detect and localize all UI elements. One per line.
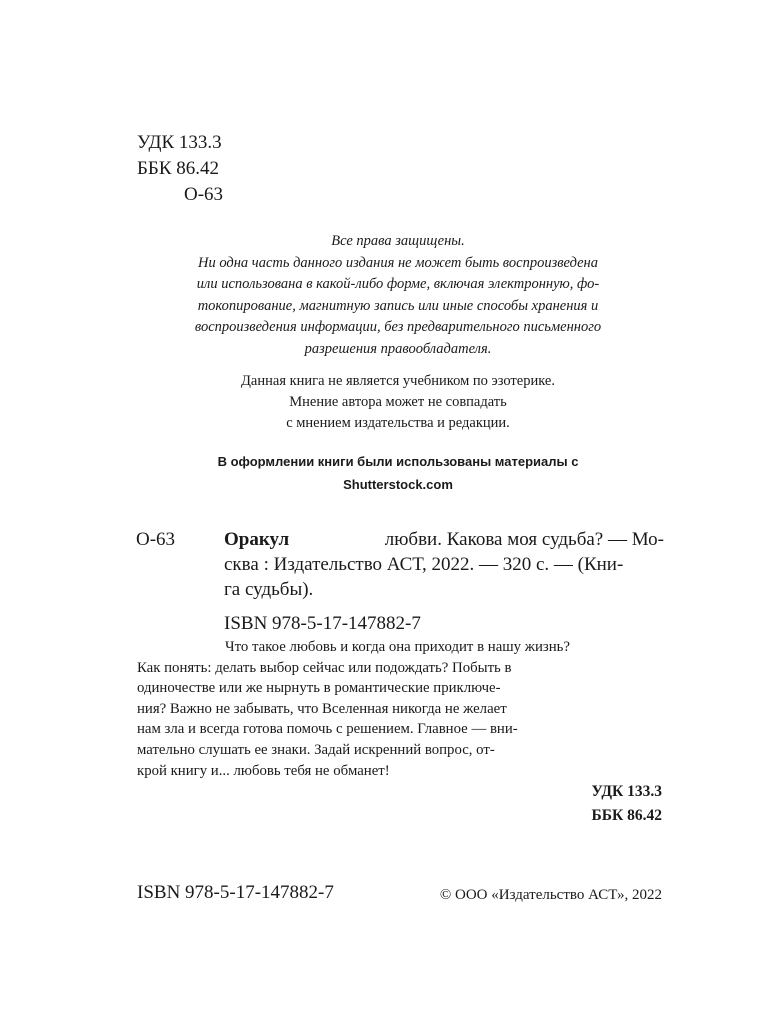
rights-notice <box>120 231 676 360</box>
annotation-line: одиночестве или же нырнуть в романтические приключе- <box>137 680 501 697</box>
annotation <box>137 637 661 781</box>
biblio-line-1 <box>224 527 664 552</box>
biblio-isbn: ISBN 978-5-17-147882-7 <box>224 613 421 634</box>
rights-line: токопирование, магнитную запись или иные способы хранения и <box>197 297 599 314</box>
rights-line: Все права защищены. <box>331 233 465 249</box>
biblio-line-1-rest: любви. Какова моя судьба? — Мо- <box>384 529 664 550</box>
footer-isbn: ISBN 978-5-17-147882-7 <box>137 882 334 903</box>
annotation-line: Как понять: делать выбор сейчас или подождать? Побыть в <box>137 659 512 676</box>
disclaimer-line: Данная книга не является учебником по эзотерике. <box>241 373 555 389</box>
biblio-line-2-text: сква : Издательство АСТ, 2022. — 320 с. — (Кни- <box>224 554 624 575</box>
annotation-line: Что такое любовь и когда она приходит в нашу жизнь? <box>225 639 570 655</box>
materials-line: В оформлении книги были использованы материалы с <box>217 454 579 469</box>
udk-code-right: УДК 133.3 <box>591 783 662 800</box>
classification-codes <box>137 130 223 208</box>
bbk-code-right: ББК 86.42 <box>591 807 662 824</box>
annotation-line: крой книгу и... любовь тебя не обманет! <box>137 762 390 779</box>
biblio-code: О-63 <box>136 529 176 550</box>
materials-source: Shutterstock.com <box>343 477 453 492</box>
udk-code: УДК 133.3 <box>137 132 222 153</box>
rights-line: воспроизведения информации, без предварительного письменного <box>194 319 602 335</box>
rights-line: или использована в какой-либо форме, включая электронную, фо- <box>196 276 600 292</box>
author-mark: О-63 <box>184 184 224 205</box>
annotation-line: мательно слушать ее знаки. Задай искренний вопрос, от- <box>137 741 495 758</box>
biblio-line-2 <box>224 552 664 577</box>
biblio-line-3 <box>224 577 313 602</box>
copyright: © ООО «Издательство АСТ», 2022 <box>439 887 662 903</box>
book-title: Оракул <box>224 529 290 550</box>
disclaimer-line: с мнением издательства и редакции. <box>286 415 510 431</box>
rights-line: разрешения правообладателя. <box>304 340 492 357</box>
classification-codes-right <box>592 780 662 828</box>
rights-line: Ни одна часть данного издания не может быть воспроизведена <box>197 254 599 271</box>
annotation-line: ния? Важно не забывать, что Вселенная никогда не желает <box>137 700 507 717</box>
disclaimer <box>120 371 676 434</box>
biblio-line-3-text: га судьбы). <box>224 579 314 600</box>
materials-credit <box>120 450 676 496</box>
disclaimer-line: Мнение автора может не совпадать <box>289 394 507 410</box>
bbk-code: ББК 86.42 <box>137 158 219 179</box>
annotation-line: нам зла и всегда готова помочь с решением. Главное — вни- <box>137 721 518 738</box>
